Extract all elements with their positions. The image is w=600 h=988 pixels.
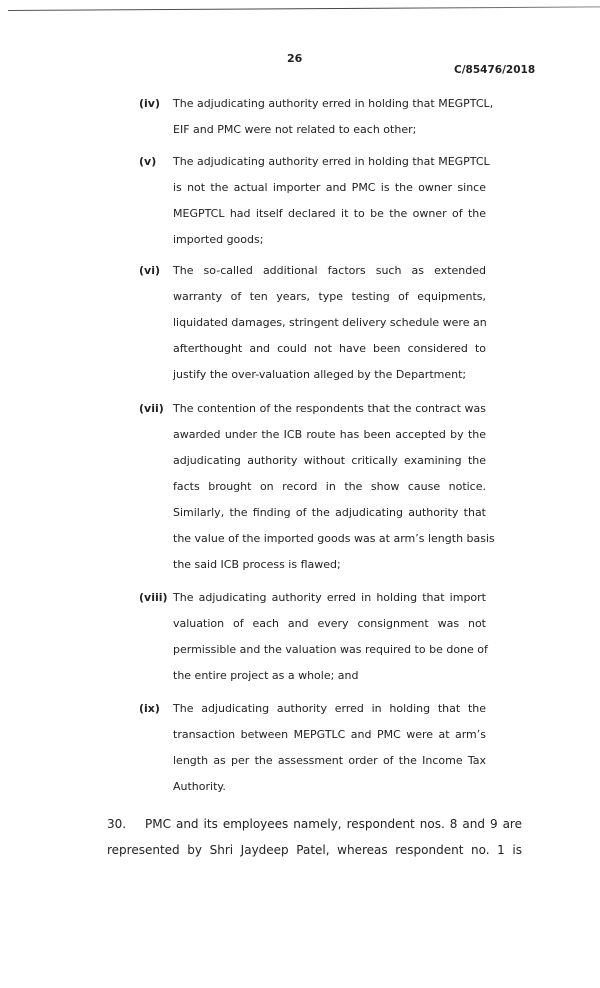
text-line: The adjudicating authority erred in holding that the [173,702,486,715]
text-line: valuation of each and every consignment was not [173,617,486,630]
text-line: The adjudicating authority erred in holding that import [173,591,486,604]
text-line: imported goods; [173,233,264,246]
text-line: The adjudicating authority erred in holding that MEGPTCL [173,155,490,168]
case-number: C/85476/2018 [454,64,536,76]
text-line: liquidated damages, stringent delivery schedule were an [173,316,487,329]
list-marker: (vii) [139,402,164,415]
text-line: justify the over-valuation alleged by the Department; [173,368,467,381]
text-line: facts brought on record in the show cause notice. [173,480,486,493]
text-line: MEGPTCL had itself declared it to be the owner of the [173,207,486,220]
text-line: afterthought and could not have been considered to [173,342,486,355]
text-line: adjudicating authority without critically examining the [173,454,486,467]
list-marker: (viii) [139,591,168,604]
page-number: 26 [287,52,303,65]
text-line: transaction between MEPGTLC and PMC were at arm’s [173,728,486,741]
text-line: the value of the imported goods was at arm’s length basis [173,532,495,545]
text-line: permissible and the valuation was required to be done of [173,643,488,656]
text-line [107,817,522,843]
text-line: The adjudicating authority erred in holding that MEGPTCL, [173,97,494,110]
list-marker: (vi) [139,264,160,277]
text-line: warranty of ten years, type testing of equipments, [173,290,486,303]
list-marker: (v) [139,155,157,168]
text-line: The so-called additional factors such as extended [173,264,486,277]
scan-header-rule [8,6,600,11]
text-line: Authority. [173,780,226,793]
text-line: is not the actual importer and PMC is the owner since [173,181,486,194]
text-line-content: PMC and its employees namely, respondent nos. 8 and 9 are [145,817,522,831]
paragraph-30 [107,817,522,869]
text-line: represented by Shri Jaydeep Patel, whereas respondent no. 1 is [107,843,522,857]
text-line: Similarly, the finding of the adjudicating authority that [173,506,486,519]
text-line: The contention of the respondents that the contract was [173,402,486,415]
text-line: EIF and PMC were not related to each other; [173,123,417,136]
list-marker: (ix) [139,702,160,715]
text-line: awarded under the ICB route has been accepted by the [173,428,486,441]
paragraph-number: 30. [107,817,127,831]
list-marker: (iv) [139,97,160,110]
text-line: the entire project as a whole; and [173,669,359,682]
text-line: the said ICB process is flawed; [173,558,341,571]
text-line: length as per the assessment order of the Income Tax [173,754,486,767]
